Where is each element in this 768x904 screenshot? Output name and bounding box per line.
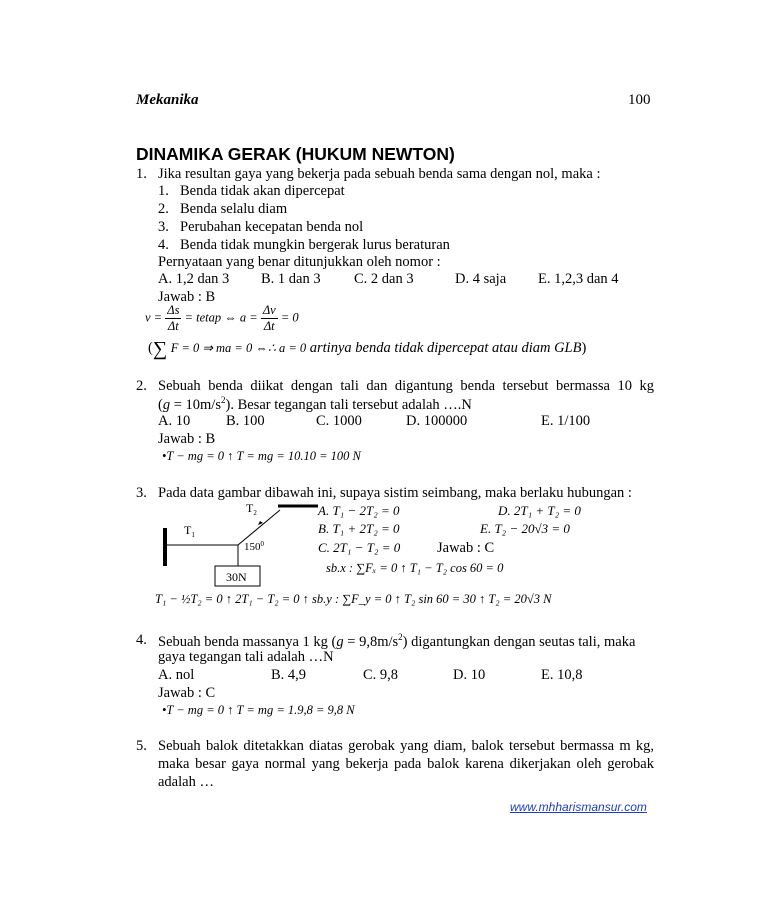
item-number: 4. — [158, 237, 169, 253]
item-text: Benda tidak mungkin bergerak lurus beraturan — [180, 237, 450, 253]
option-a: A. T₁ − 2T₂ = 0 — [318, 503, 400, 518]
question-text-cont: $(g = 10m/s^2)$. Besar tegangan tali tersebut adalah ….N — [158, 395, 472, 413]
item-number: 1. — [158, 183, 169, 199]
answer-text: Jawab : C — [158, 685, 216, 701]
item-text: Perubahan kecepatan benda nol — [180, 219, 364, 235]
statement-text: Pernyataan yang benar ditunjukkan oleh nomor : — [158, 254, 441, 270]
t2-label: $T_2$ — [246, 501, 257, 517]
item-text: Benda selalu diam — [180, 201, 288, 217]
chapter-title: Mekanika — [136, 92, 199, 108]
option-e: E. 1/100 — [541, 413, 591, 429]
option-e: E. T₂ − 20√3 = 0 — [480, 521, 570, 536]
answer-text: Jawab : C — [437, 540, 495, 556]
question-number: 5. — [136, 738, 147, 754]
equation-velocity: v = $\frac{\Delta s}{\Delta t}$ = tetap ⇔ a = $\frac{\Delta v}{\Delta t}$ = 0 — [145, 303, 299, 333]
equation: •T − mg = 0 ↑ T = mg = 1.9,8 = 9,8 N — [162, 703, 355, 717]
equation-sum-force: (∑ F = 0 ⇒ ma = 0 ⇔∴ a = 0 artinya benda tidak dipercepat atau diam GLB) — [148, 338, 587, 360]
equation-final: T₁ − ½T₂ = 0 ↑ 2T₁ − T₂ = 0 ↑ sb.y : ∑F_y = 0 ↑ T₂ sin 60 = 30 ↑ T₂ = 20√3 N — [155, 592, 552, 606]
option-b: B. 4,9 — [271, 667, 307, 683]
sigma-icon: ∑ — [152, 338, 168, 360]
option-a: A. 10 — [158, 413, 191, 429]
answer-text: Jawab : B — [158, 431, 216, 447]
question-number: 1. — [136, 166, 147, 182]
option-d: D. 2T₁ + T₂ = 0 — [498, 503, 581, 518]
option-d: D. 100000 — [406, 413, 468, 429]
answer-text: Jawab : B — [158, 289, 216, 305]
question-text: Pada data gambar dibawah ini, supaya sistim seimbang, maka berlaku hubungan : — [158, 485, 632, 501]
option-b: B. T₁ + 2T₂ = 0 — [318, 521, 400, 536]
weight-label: 30N — [226, 570, 247, 584]
equation-x-axis: sb.x : ∑Fₓ = 0 ↑ T₁ − T₂ cos 60 = 0 — [326, 561, 504, 575]
page-number: 100 — [628, 92, 651, 108]
option-e: E. 10,8 — [541, 667, 583, 683]
option-b: B. 1 dan 3 — [261, 271, 321, 287]
angle-label: $150^0$ — [244, 540, 264, 553]
option-a: A. nol — [158, 667, 195, 683]
option-d: D. 10 — [453, 667, 486, 683]
option-c: C. 1000 — [316, 413, 362, 429]
option-d: D. 4 saja — [455, 271, 507, 287]
question-text: Sebuah benda massanya 1 kg $(g = 9,8m/s^2)$ digantungkan dengan seutas tali, maka — [158, 632, 636, 650]
option-b: B. 100 — [226, 413, 265, 429]
section-title: DINAMIKA GERAK (HUKUM NEWTON) — [136, 144, 455, 164]
option-c: C. 2 dan 3 — [354, 271, 414, 287]
question-number: 2. — [136, 378, 147, 394]
question-number: 3. — [136, 485, 147, 501]
question-text-cont: maka besar gaya normal yang bekerja pada balok karena dikerjakan oleh gerobak — [158, 756, 654, 772]
website-link[interactable]: www.mhharismansur.com — [510, 800, 647, 814]
question-text-cont: adalah … — [158, 774, 214, 790]
question-number: 4. — [136, 632, 147, 648]
force-diagram — [150, 500, 330, 595]
equation: •T − mg = 0 ↑ T = mg = 10.10 = 100 N — [162, 449, 361, 463]
option-c: C. 9,8 — [363, 667, 399, 683]
item-number: 2. — [158, 201, 169, 217]
question-text: Sebuah benda diikat dengan tali dan digantung benda tersebut bermassa 10 kg — [158, 378, 654, 394]
option-c: C. 2T₁ − T₂ = 0 — [318, 540, 401, 555]
question-text: Sebuah balok ditetakkan diatas gerobak yang diam, balok tersebut bermassa m kg, — [158, 738, 654, 754]
item-number: 3. — [158, 219, 169, 235]
option-e: E. 1,2,3 dan 4 — [538, 271, 619, 287]
question-text: Jika resultan gaya yang bekerja pada sebuah benda sama dengan nol, maka : — [158, 166, 601, 182]
question-text-cont: gaya tegangan tali adalah …N — [158, 649, 334, 665]
t1-label: $T_1$ — [184, 523, 195, 539]
item-text: Benda tidak akan dipercepat — [180, 183, 345, 199]
option-a: A. 1,2 dan 3 — [158, 271, 230, 287]
